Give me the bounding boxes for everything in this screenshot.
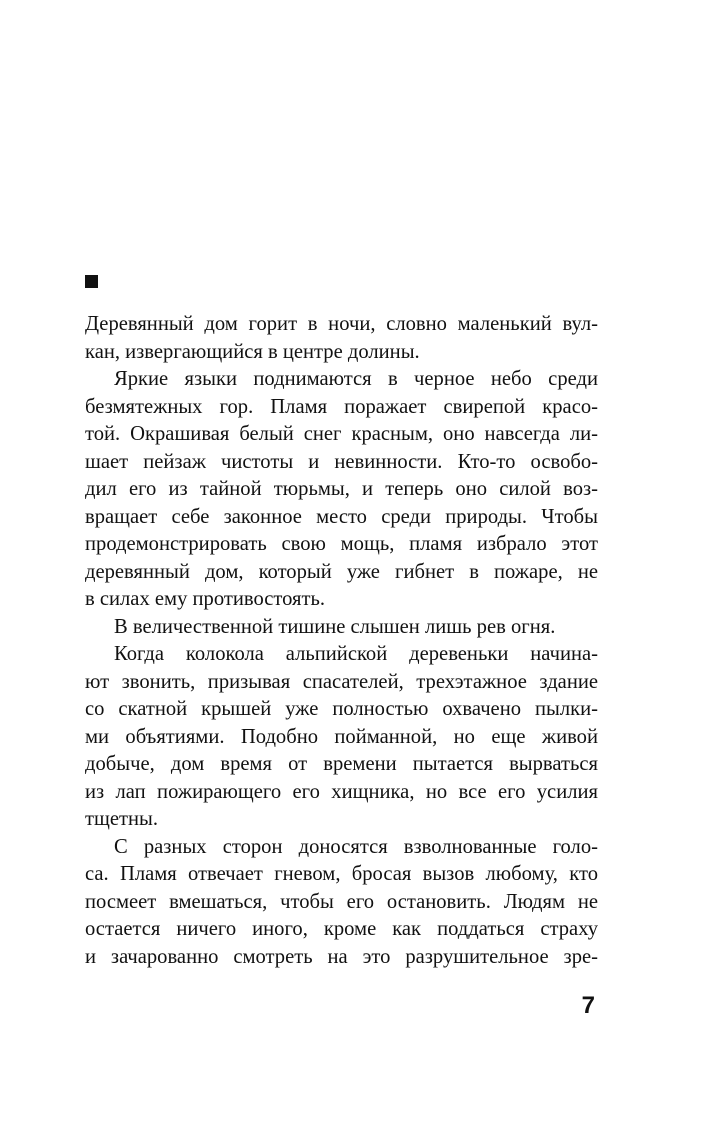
text-line: безмятежных гор. Пламя поражает свирепой красо- — [85, 395, 598, 418]
text-line: тщетны. — [85, 808, 159, 830]
text-line: деревянный дом, который уже гибнет в пожаре, не — [85, 560, 598, 583]
text-line: ют звонить, призывая спасателей, трехэтажное здание — [85, 670, 598, 693]
text-line: остается ничего иного, кроме как поддаться страху — [85, 918, 598, 940]
text-line: Яркие языки поднимаются в черное небо среди — [114, 368, 598, 390]
text-line: Деревянный дом горит в ночи, словно маленький вул- — [85, 313, 598, 335]
text-line: и зачарованно смотреть на это разрушительное зре- — [85, 945, 598, 968]
text-line: са. Пламя отвечает гневом, бросая вызов любому, кто — [85, 863, 598, 885]
text-line: шает пейзаж чистоты и невинности. Кто-то освобо- — [85, 450, 598, 473]
body-text — [85, 311, 598, 971]
text-line: той. Окрашивая белый снег красным, оно навсегда ли- — [85, 423, 598, 445]
text-line: ми объятиями. Подобно пойманной, но еще живой — [85, 725, 598, 748]
text-line: добыче, дом время от времени пытается вырваться — [85, 753, 598, 775]
text-line: со скатной крышей уже полностью охвачено пылки- — [85, 698, 598, 720]
text-line: кан, извергающийся в центре долины. — [85, 340, 420, 363]
text-line: дил его из тайной тюрьмы, и теперь оно силой воз- — [85, 478, 598, 500]
text-line: В величественной тишине слышен лишь рев огня. — [114, 615, 556, 638]
text-line: Когда колокола альпийской деревеньки начина- — [114, 643, 598, 665]
section-marker — [85, 275, 98, 288]
text-line: посмеет вмешаться, чтобы его остановить. Людям не — [85, 890, 598, 913]
text-line: С разных сторон доносятся взволнованные голо- — [114, 835, 598, 858]
text-line: вращает себе законное место среди природы. Чтобы — [85, 505, 598, 528]
text-line: из лап пожирающего его хищника, но все его усилия — [85, 780, 598, 803]
text-line: в силах ему противостоять. — [85, 588, 326, 610]
text-line: продемонстрировать свою мощь, пламя избрало этот — [85, 533, 598, 555]
page-number: 7 — [581, 992, 595, 1019]
